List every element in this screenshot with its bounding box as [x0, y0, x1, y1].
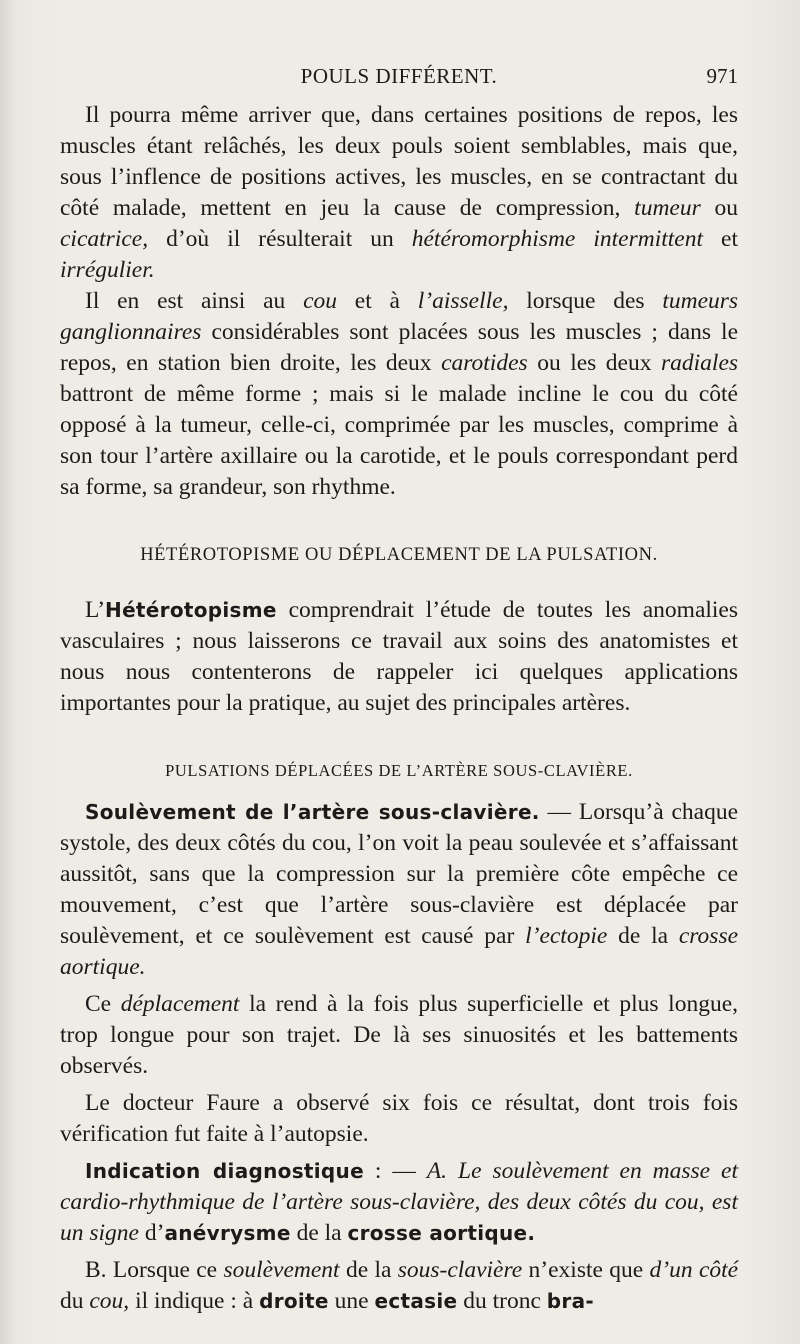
paragraph-neck-armpit	[60, 286, 738, 503]
paragraph-intermittent-heteromorphism	[60, 100, 738, 286]
paragraph-faure	[60, 1088, 738, 1150]
page-body	[60, 100, 738, 1317]
text: — Lorsqu’à chaque systole, des deux côtés du cou, l’on voit la peau soulevée et s’affaissant aussitôt, sans que la compression sur la première côte empêche ce mouvement, c’est que l’artère sous-clavière est déplacée par soulèvement, et ce soulèvement est causé par	[60, 799, 739, 949]
italic-term: tumeur	[634, 195, 701, 221]
bold-term: Indication diagnostique	[85, 1159, 364, 1183]
text: : —	[374, 1158, 416, 1184]
text: il indique : à	[135, 1288, 254, 1314]
text: B. Lorsque ce	[85, 1257, 218, 1283]
text: du tronc	[463, 1288, 541, 1314]
text: Il en est ainsi au	[85, 288, 286, 314]
italic-term: crosse aortique.	[60, 923, 739, 980]
paragraph-subclavian-lifting	[60, 797, 738, 983]
text: de la	[618, 923, 669, 949]
bold-term: anévrysme	[164, 1221, 291, 1245]
bold-term: Soulèvement de l’artère sous-clavière.	[85, 800, 540, 824]
section-heading-subclavian: PULSATIONS DÉPLACÉES DE L’ARTÈRE SOUS-CLAVIÈRE.	[165, 761, 633, 780]
italic-term: l’aisselle,	[417, 288, 509, 314]
text: ou	[714, 195, 739, 221]
text: et à	[354, 288, 400, 314]
text: lorsque des	[526, 288, 645, 314]
running-title: POULS DIFFÉRENT.	[300, 64, 498, 88]
italic-term: irrégulier.	[60, 257, 155, 283]
text: ou les deux	[537, 350, 652, 376]
italic-term: déplacement	[120, 991, 240, 1017]
italic-term: carotides	[441, 350, 528, 376]
text: une	[334, 1288, 369, 1314]
italic-term: tumeurs ganglionnaires	[60, 288, 739, 345]
bold-term: Hétérotopisme	[105, 598, 277, 622]
italic-term: cou,	[89, 1288, 130, 1314]
text: la rend à la fois plus superficielle et plus longue, trop longue pour son trajet. De là ses sinuosités et les battements observés.	[60, 991, 739, 1079]
text: d’	[144, 1220, 165, 1246]
text: L’	[85, 597, 106, 623]
bold-term: ectasie	[374, 1289, 458, 1313]
italic-term: sous-clavière	[397, 1257, 523, 1283]
paragraph-one-side	[60, 1255, 738, 1317]
page-number: 971	[706, 64, 738, 88]
italic-term: radiales	[661, 350, 739, 376]
paragraph-displacement	[60, 989, 738, 1082]
bold-term: crosse aortique.	[347, 1221, 536, 1245]
text: comprendrait l’étude de toutes les anomalies vasculaires ; nous laisserons ce travail aux soins des anatomistes et nous nous contenterons de rappeler ici quelques applications importantes pour la pratique, au sujet des principales artères.	[60, 597, 739, 716]
bold-term: droite	[259, 1289, 329, 1313]
page-header	[60, 64, 738, 98]
text: n’existe que	[528, 1257, 644, 1283]
italic-term: soulèvement	[223, 1257, 340, 1283]
text: du	[60, 1288, 84, 1314]
text: battront de même forme ; mais si le malade incline le cou du côté opposé à la tumeur, celle-ci, comprimée par les muscles, comprime à son tour l’artère axillaire ou la carotide, et le pouls correspondant perd sa forme, sa grandeur, son rhythme.	[60, 381, 738, 500]
italic-term: l’ectopie	[525, 923, 608, 949]
italic-term: d’un côté	[649, 1257, 739, 1283]
italic-term: hétéromorphisme intermittent	[411, 226, 704, 252]
paragraph-diagnostic-indication	[60, 1156, 738, 1249]
section-heading-heterotopism: HÉTÉROTOPISME OU DÉPLACEMENT DE LA PULSATION.	[140, 545, 658, 565]
text: Il pourra même arriver que, dans certaines positions de repos, les muscles étant relâchés, les deux pouls soient semblables, mais que, sous l’inflence de positions actives, les muscles, en se contractant du côté malade, mettent en jeu la cause de compression,	[60, 102, 738, 221]
text: de la	[296, 1220, 342, 1246]
paragraph-heterotopism	[60, 595, 738, 719]
bold-term: bra-	[546, 1289, 594, 1313]
text: de la	[345, 1257, 392, 1283]
text: d’où il résulterait un	[166, 226, 394, 252]
italic-term: cicatrice,	[60, 226, 149, 252]
text: Ce	[85, 991, 112, 1017]
italic-term: A. Le soulèvement en masse et cardio-rhythmique de l’artère sous-clavière, des deux côtés du cou, est un signe	[60, 1158, 739, 1246]
text: Le docteur Faure a observé six fois ce résultat, dont trois fois vérification fut faite à l’autopsie.	[60, 1090, 738, 1147]
text: et	[721, 226, 739, 252]
italic-term: cou	[303, 288, 338, 314]
text: considérables sont placées sous les muscles ; dans le repos, en station bien droite, les deux	[60, 319, 739, 376]
